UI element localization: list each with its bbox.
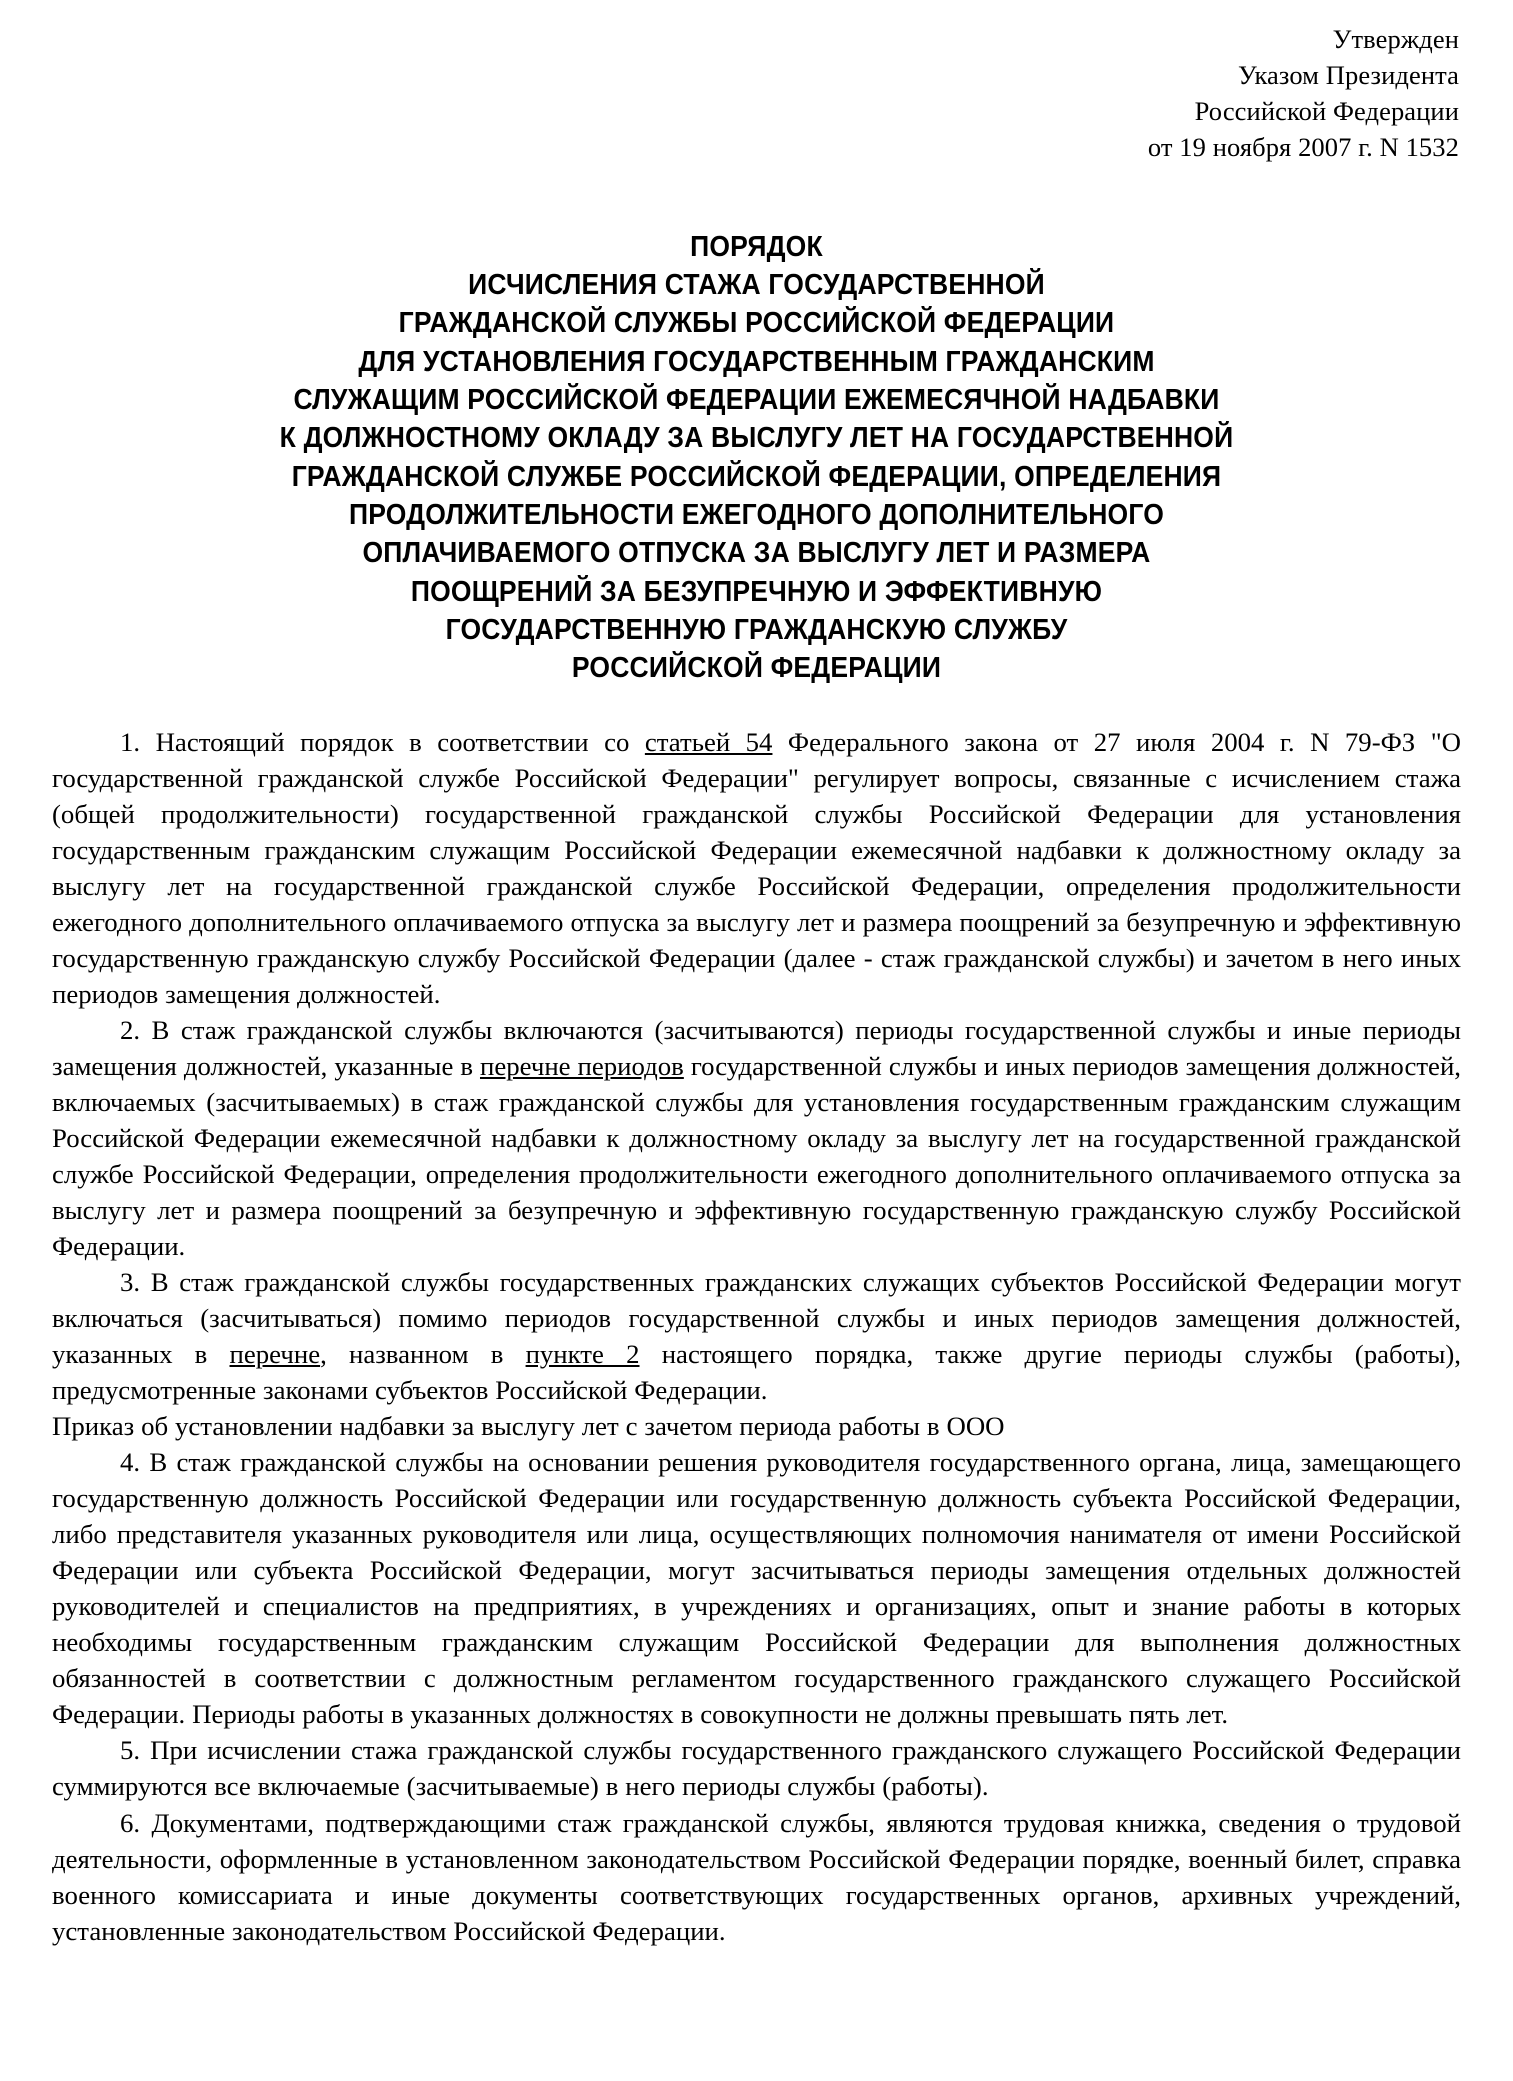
title-line-1: ПОРЯДОК: [690, 230, 823, 263]
title-line-7: ГРАЖДАНСКОЙ СЛУЖБЕ РОССИЙСКОЙ ФЕДЕРАЦИИ, ОПРЕДЕЛЕНИЯ: [291, 460, 1222, 493]
paragraph-3-text-after-link: настоящего порядка, также другие периоды службы (работы), предусмотренные законами субъектов Российской Федерации.: [52, 1339, 1462, 1406]
link-clause-2[interactable]: пункте 2: [525, 1339, 640, 1370]
link-list-of-periods[interactable]: перечне периодов: [479, 1050, 684, 1081]
paragraph-2-text-before-link: 2. В стаж гражданской службы включаются (засчитываются) периоды государственной службы и иные периоды замещения должностей, указанные в: [52, 1014, 1461, 1081]
paragraph-5: 5. При исчислении стажа гражданской службы государственного гражданского служащего Российской Федерации суммируются все включаемые (засчитываемые) в него периоды службы (работы).: [52, 1735, 1461, 1802]
document-body: [52, 724, 1461, 1949]
title-line-2: ИСЧИСЛЕНИЯ СТАЖА ГОСУДАРСТВЕННОЙ: [468, 268, 1045, 301]
paragraph-4: 4. В стаж гражданской службы на основании решения руководителя государственного органа, лица, замещающего государственную должность Российской Федерации или государственную должность субъекта Российской Федерации, либо представителя указанных руководителя или лица, осуществляющих полномочия нанимателя от имени Российской Федерации или субъекта Российской Федерации, могут засчитываться периоды замещения отдельных должностей руководителей и специалистов на предприятиях, в учреждениях и организациях, опыт и знание работы в которых необходимы государственным гражданским служащим Российской Федерации для выполнения должностных обязанностей в соответствии с должностным регламентом государственного гражданского служащего Российской Федерации. Периоды работы в указанных должностях в совокупности не должны превышать пять лет.: [52, 1447, 1461, 1730]
paragraph-1-text-before-link: 1. Настоящий порядок в соответствии со: [120, 726, 645, 757]
title-line-11: ГОСУДАРСТВЕННУЮ ГРАЖДАНСКУЮ СЛУЖБУ: [445, 613, 1068, 646]
approval-line-1: Утвержден: [1332, 24, 1459, 54]
paragraph-6: 6. Документами, подтверждающими стаж гражданской службы, являются трудовая книжка, сведения о трудовой деятельности, оформленные в установленном законодательством Российской Федерации порядке, военный билет, справка военного комиссариата и иные документы соответствующих государственных органов, архивных учреждений, установленные законодательством Российской Федерации.: [52, 1807, 1461, 1946]
title-line-9: ОПЛАЧИВАЕМОГО ОТПУСКА ЗА ВЫСЛУГУ ЛЕТ И РАЗМЕРА: [362, 537, 1151, 570]
paragraph-3: [52, 1264, 1461, 1408]
title-line-12: РОССИЙСКОЙ ФЕДЕРАЦИИ: [571, 652, 942, 685]
inserted-note: Приказ об установлении надбавки за выслугу лет с зачетом периода работы в ООО: [52, 1411, 1005, 1442]
approval-line-3: Российской Федерации: [1194, 95, 1459, 126]
approval-line-4: от 19 ноября 2007 г. N 1532: [1147, 131, 1459, 162]
title-line-6: К ДОЛЖНОСТНОМУ ОКЛАДУ ЗА ВЫСЛУГУ ЛЕТ НА ГОСУДАРСТВЕННОЙ: [279, 422, 1234, 455]
paragraph-2-text-after-link: государственной службы и иных периодов замещения должностей, включаемых (засчитываемых) в стаж гражданской службы для установления государственным гражданским служащим Российской Федерации ежемесячной надбавки к должностному окладу за выслугу лет на государственной гражданской службе Российской Федерации, определения продолжительности ежегодного дополнительного оплачиваемого отпуска за выслугу лет и размера поощрений за безупречную и эффективную государственную гражданскую службу Российской Федерации.: [52, 1050, 1461, 1261]
title-line-5: СЛУЖАЩИМ РОССИЙСКОЙ ФЕДЕРАЦИИ ЕЖЕМЕСЯЧНОЙ НАДБАВКИ: [293, 383, 1220, 416]
paragraph-3-text-middle: , названном в: [320, 1339, 526, 1370]
title-line-3: ГРАЖДАНСКОЙ СЛУЖБЫ РОССИЙСКОЙ ФЕДЕРАЦИИ: [398, 307, 1115, 340]
link-article-54[interactable]: статьей 54: [644, 726, 773, 757]
link-list[interactable]: перечне: [229, 1339, 321, 1370]
title-line-8: ПРОДОЛЖИТЕЛЬНОСТИ ЕЖЕГОДНОГО ДОПОЛНИТЕЛЬНОГО: [348, 498, 1165, 531]
title-line-10: ПООЩРЕНИЙ ЗА БЕЗУПРЕЧНУЮ И ЭФФЕКТИВНУЮ: [410, 575, 1103, 608]
approval-line-2: Указом Президента: [1237, 59, 1459, 90]
paragraph-1-text-after-link: Федерального закона от 27 июля 2004 г. N 79-ФЗ "О государственной гражданской службе Российской Федерации" регулирует вопросы, связанные с исчислением стажа (общей продолжительности) государственной гражданской службы Российской Федерации для установления государственным гражданским служащим Российской Федерации ежемесячной надбавки к должностному окладу за выслугу лет на государственной гражданской службе Российской Федерации, определения продолжительности ежегодного дополнительного оплачиваемого отпуска за выслугу лет и размера поощрений за безупречную и эффективную государственную гражданскую службу Российской Федерации (далее - стаж гражданской службы) и зачетом в него иных периодов замещения должностей.: [52, 726, 1461, 1009]
paragraph-3-text-before-link: 3. В стаж гражданской службы государственных гражданских служащих субъектов Российской Федерации могут включаться (засчитываться) помимо периодов государственной службы и иных периодов замещения должностей, указанных в: [52, 1267, 1461, 1370]
title-line-4: ДЛЯ УСТАНОВЛЕНИЯ ГОСУДАРСТВЕННЫМ ГРАЖДАНСКИМ: [358, 345, 1155, 378]
paragraph-1: [52, 724, 1461, 1012]
paragraph-2: [52, 1012, 1461, 1264]
page-title: [101, 228, 1411, 688]
approval-block: [52, 22, 1459, 166]
